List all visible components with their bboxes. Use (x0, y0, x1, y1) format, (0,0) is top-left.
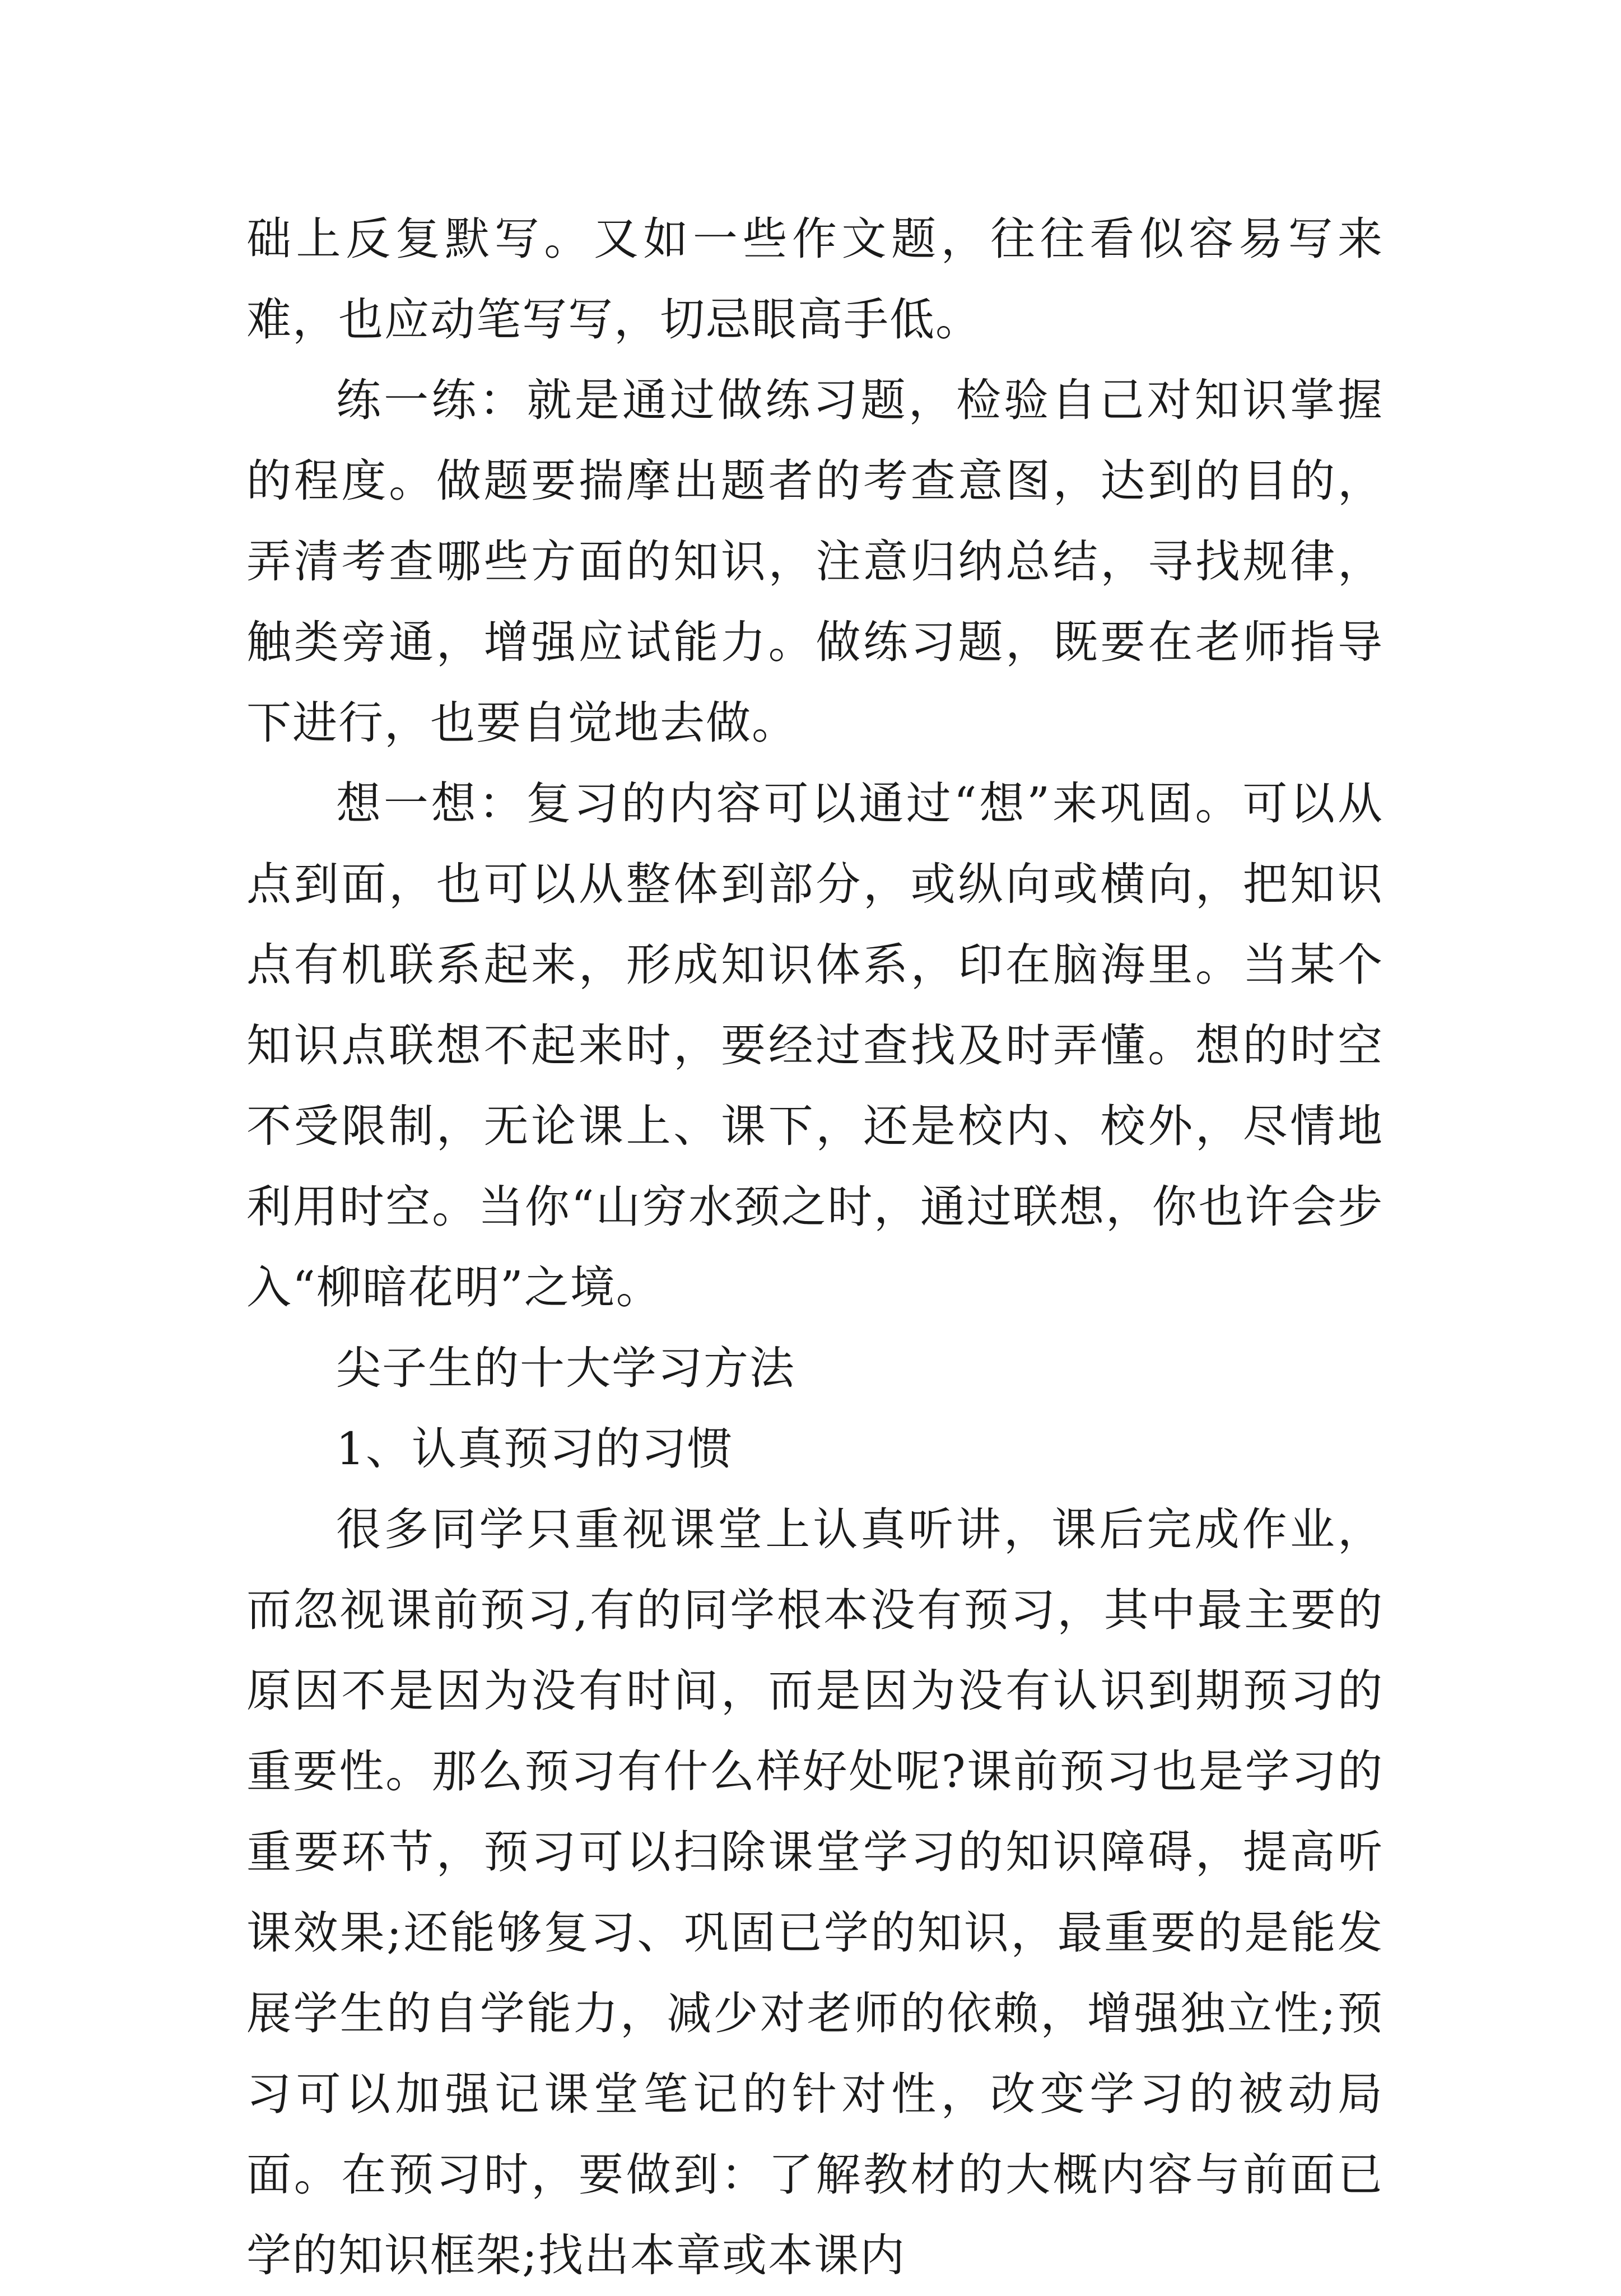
paragraph-think: 想一想：复习的内容可以通过“想”来巩固。可以从点到面，也可以从整体到部分，或纵向或横向，把知识点有机联系起来，形成知识体系，印在脑海里。当某个知识点联想不起来时，要经过查找及时弄懂。想的时空不受限制，无论课上、课下，还是校内、校外，尽情地利用时空。当你“山穷水颈之时，通过联想，你也许会步入“柳暗花明”之境。 (246, 777, 1384, 1314)
section-heading: 尖子生的十大学习方法 (336, 1342, 795, 1394)
subheading-preview-habit: 1、认真预习的习惯 (336, 1423, 733, 1475)
paragraph-continuation: 础上反复默写。又如一些作文题，往往看似容易写来难，也应动笔写写，切忌眼高手低。 (246, 213, 1384, 346)
body-text (246, 199, 1384, 2296)
paragraph-practice: 练一练：就是通过做练习题，检验自己对知识掌握的程度。做题要揣摩出题者的考查意图，达到的目的，弄清考查哪些方面的知识，注意归纳总结，寻找规律，触类旁通，增强应试能力。做练习题，既要在老师指导下进行，也要自觉地去做。 (246, 374, 1384, 749)
paragraph-preview: 很多同学只重视课堂上认真听讲，课后完成作业，而忽视课前预习,有的同学根本没有预习，其中最主要的原因不是因为没有时间，而是因为没有认识到期预习的重要性。那么预习有什么样好处呢?课前预习也是学习的重要环节，预习可以扫除课堂学习的知识障碍，提高听课效果;还能够复习、巩固已学的知识，最重要的是能发展学生的自学能力，减少对老师的依赖，增强独立性;预习可以加强记课堂笔记的针对性，改变学习的被动局面。在预习时，要做到：了解教材的大概内容与前面已学的知识框架;找出本章或本课内 (246, 1503, 1384, 2281)
